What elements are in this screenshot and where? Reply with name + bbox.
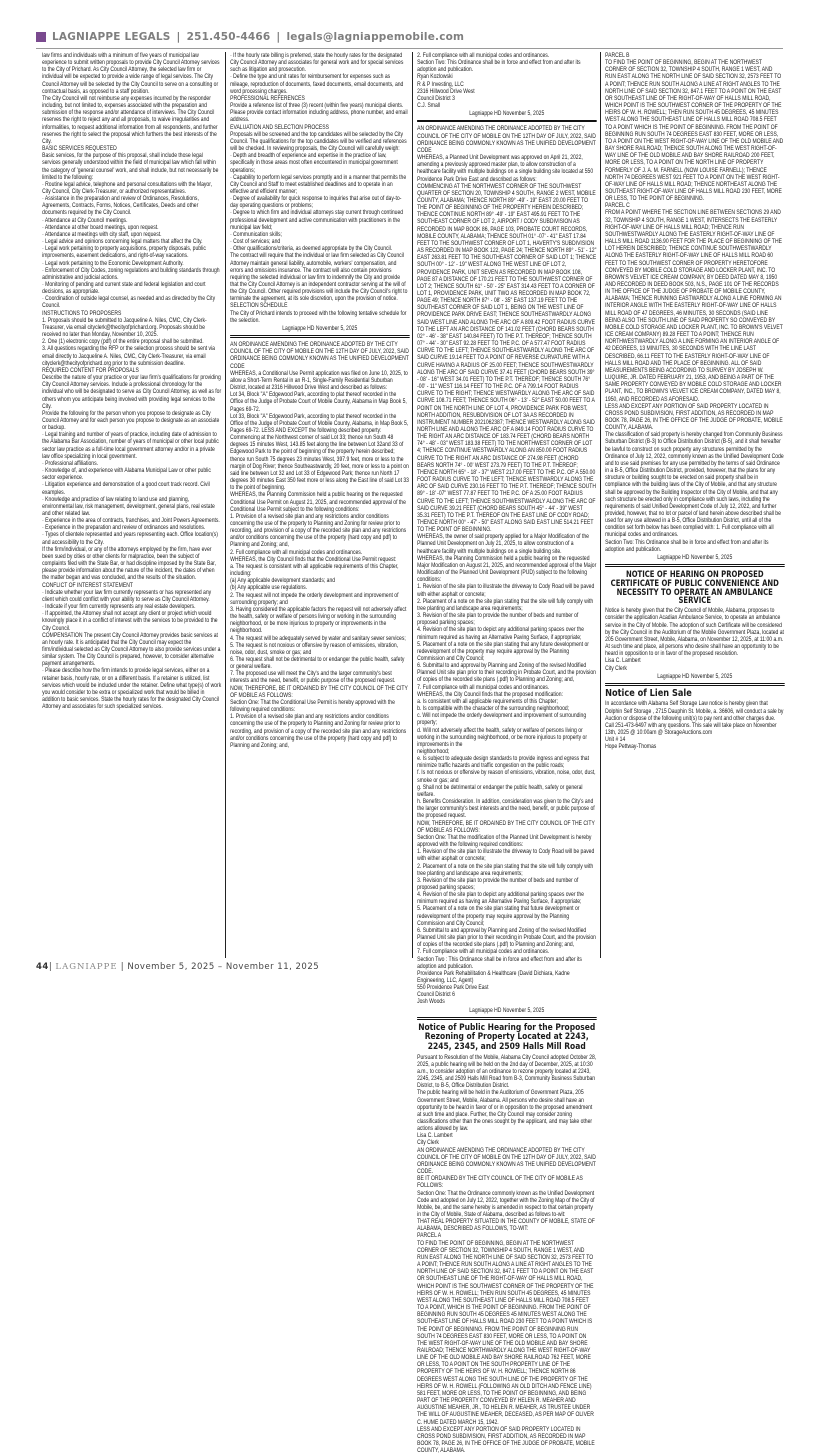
notice-paragraph: THAT REAL PROPERTY SITUATED IN THE COUNTY OF MOBILE, STATE OF ALABAMA, DESCRIBED AS FOLLOWS, TO-WIT:: [417, 1218, 595, 1233]
notice-heading: Notice of Lien Sale: [604, 687, 692, 699]
notice-paragraph: law firms and individuals with a minimum of five years of municipal law experience to submit written proposals to provide City Council Attorney services to the City of Prichard. As City Council Attorney, the selected law firm or individual will be expected to provide a wide range of legal services. The City Council Attorney will be selected by the City Council to serve on a consulting or contractual basis, as opposed to a staff position.: [42, 52, 220, 95]
notice-paragraph: · Knowledge of, and experience with Alabama Municipal Law or other public sector experience.: [42, 467, 211, 482]
notice-paragraph: 3. All questions regarding the RFP or the selection process should be sent via email directly to Jacqueline A. Niles, CMC, City Clerk-Treasurer, via email cityclerk@thecityofprichard.org prior to the submission deadline.: [42, 345, 215, 367]
notice-paragraph: 1. Provision of a revised site plan and any restrictions and/or conditions concerning the use of the property to Planning and Zoning for review prior to recording, and provision of a copy of the recorded site plan and any restrictions and/or conditions concerning the use of the property (hard copy and pdf) to Planning and Zoning; and,: [229, 713, 406, 749]
notice-paragraph: 1. Provision of a revised site plan and any restrictions and/or conditions concerning the use of the property to Planning and Zoning for review prior to recording, and provision of a copy of the recorded site plan and any restrictions and/or conditions concerning the use of the property (hard copy and pdf) to Planning and Zoning; and,: [229, 512, 406, 549]
notice-paragraph: City Clerk: [417, 1139, 439, 1147]
notice-paragraph: CONFLICT OF INTEREST STATEMENT: [42, 581, 133, 589]
notice-paragraph: COMMENCING AT THE NORTHWEST CORNER OF THE SOUTHWEST QUARTER OF SECTION 20, TOWNSHIP 4 SOUTH, RANGE 2 WEST, MOBILE COUNTY, ALABAMA; THENCE NORTH 89° -49' - 19" EAST 20.00 FEET TO THE POINT OF BEGINNING OF THE PROPERTY HEREIN DESCRIBED; THENCE CONTINUE NORTH 89° -49' - 19" EAST 495.91 FEET TO THE SOUTHEAST CORNER OF LOT 2, AIRPORT / CODY SUBDIVISION AS RECORDED IN MAP BOOK 86, PAGE 103, PROBATE COURT RECORDS, MOBILE COUNTY, ALABAMA; THENCE SOUTH 01° -07' - 41" EAST 17.84 FEET TO THE SOUTHWEST CORNER OF LOT 1, HAVERTY'S SUBDIVISION AS RECORDED IN MAP BOOK 122, PAGE 24; THENCE NORTH 89° - 51' - 12" EAST 263.81 FEET TO THE SOUTHEAST CORNER OF SAID LOT 1; THENCE SOUTH 00° - 12' - 19" WEST ALONG THE WEST LINE OF LOT 2, PROVIDENCE PARK, UNIT SEVEN AS RECORDED IN MAP BOOK 108, PAGE 87 A DISTANCE OF 170.21 FEET TO THE SOUTHWEST CORNER OF LOT 2; THENCE SOUTH 61° - 50' - 25" EAST 314.43 FEET TO A CORNER OF LOT 1, PROVIDENCE PARK, UNIT TWO AS RECORDED IN MAP BOOK 72, PAGE 49; THENCE NORTH 87° - 08' - 35" EAST 137.19 FEET TO THE SOUTHEAST CORNER OF SAID LOT 1, BEING ON THE WEST LINE OF PROVIDENCE PARK DRIVE EAST; THENCE SOUTHEASTWARDLY ALONG SAID WEST LINE AND ALONG THE ARC OF A 809.42 FOOT RADIUS CURVE TO THE LEFT AN ARC DISTANCE OF 141.02 FEET (CHORD BEARS SOUTH 02° - 46' - 38" EAST 140.84 FEET) TO THE P.T. THEREOF; THENCE SOUTH 07° - 44' - 30" EAST 92.28 FEET TO THE P.C. OF A 577.47 FOOT RADIUS CURVE TO THE LEFT; THENCE SOUTHEASTWARDLY ALONG THE ARC OF SAID CURVE 19.14 FEET TO A POINT OF REVERSE CURVATURE WITH A CURVE HAVING A RADIUS OF 25.00 FEET; THENCE SOUTHWESTWARDLY ALONG THE ARC OF SAID CURVE 37.41 FEET (CHORD BEARS SOUTH 39° - 08' - 16" WEST 34.01 FEET) TO THE P.T. THEREOF; THENCE SOUTH 76° -00' - 11" WEST 116.14 FEET TO THE P.C. OF A 799.14 FOOT RADIUS CURVE TO THE RIGHT; THENCE WESTWARDLY ALONG THE ARC OF SAID CURVE 108.71 FEET; THENCE SOUTH 06° - 13' - 52" EAST 50.00 FEET TO A POINT ON THE NORTH LINE OF LOT 4, PROVIDENCE PARK FOB WEST, NORTH ADDITION, RESUBDIVISION OF LOT 3A AS RECORDED IN INSTRUMENT NUMBER 2021062387; THENCE WESTWARDLY ALONG SAID NORTH LINE AND ALONG THE ARC OF A 849.14 FOOT RADIUS CURVE TO THE RIGHT AN ARC DISTANCE OF 183.74 FEET (CHORD BEARS NORTH 74° - 48' - 03" WEST 183.38 FEET) TO THE NORTHWEST CORNER OF LOT 4; THENCE CONTINUE WESTWARDLY ALONG AN 850.00 FOOT RADIUS CURVE TO THE RIGHT AN ARC DISTANCE OF 274.98 FEET (CHORD BEARS NORTH 74° - 00' WEST 273.79 FEET) TO THE P.T. THEREOF; THENCE NORTH 65° - 18' - 37" WEST 217.00 FEET TO THE P.C. OF A 550.00 FOOT RADIUS CURVE TO THE LEFT; THENCE WESTWARDLY ALONG THE ARC OF SAID CURVE 230.16 FEET TO THE P.T. THEREOF; THENCE SOUTH 89° - 18' -07" WEST 77.87 FEET TO THE P.C. OF A 25.00 FOOT RADIUS CURVE TO THE LEFT; THENCE SOUTHWESTWARDLY ALONG THE ARC OF SAID CURVE 39.21 FEET (CHORD BEARS SOUTH 45° - 44' - 39" WEST 35.31 FEET) TO THE P.T. THEREOF ON THE EAST LINE OF CODY ROAD; THENCE NORTH 00° - 47' - 50" EAST ALONG SAID EAST LINE 514.21 FEET TO THE POINT OF BEGINNING.: [417, 182, 597, 534]
notice-paragraph: · Monitoring of pending and current state and federal legislation and court decisions, as appropriate.: [42, 281, 206, 296]
notice-paragraph: 1. Proposals should be submitted to Jacqueline A. Niles, CMC, City Clerk-Treasurer, via email cityclerk@thecityofprichard.org. Proposals should be received no later than Monday, November 10, 2025.: [42, 316, 207, 339]
notice-paragraph: REQUIRED CONTENT FOR PROPOSALS: [42, 366, 139, 374]
section-color-square-icon: [36, 32, 46, 42]
notice-paragraph: Council District 3: [417, 94, 455, 102]
notice-paragraph: 3. Revision of the site plan to provide the number of beds and number of proposed parking spaces;: [417, 612, 579, 627]
notice-paragraph: d. Will not adversely affect the health, safety or welfare of persons living or working in the surrounding neighborhood, or be more injurious to property or improvements in the: [417, 726, 588, 748]
notice-paragraph: WHEREAS, a Conditional Use Permit application was filed on June 10, 2025, to allow a Short-Term Rental in an R-1, Single-Family Residential Suburban District, located at 2316 Hillwood Drive West and described as follows:: [229, 369, 408, 392]
notice-paragraph: LESS AND EXCEPT ANY PORTION OF SAID PROPERTY LOCATED IN CROSS POND SUBDIVISION, FIRST ADDITION, AS RECORDED IN MAP BOOK 78, PAGE 26, IN THE OFFICE OF THE JUDGE OF PROBATE, MOBILE COUNTY, ALABAMA.: [417, 1425, 595, 1454]
notice-paragraph: R & P Investing, LLC: [417, 80, 464, 88]
notice-paragraph: BE IT ORDAINED BY THE CITY COUNCIL OF THE CITY OF MOBILE AS FOLLOWS:: [417, 1175, 583, 1190]
notice-paragraph: Hope Pettway-Thomas: [604, 743, 656, 751]
issue-date-range: November 5, 2025 – November 11, 2025: [127, 962, 320, 972]
header-divider: [36, 48, 783, 49]
notice-paragraph: The public hearing will be held in the Auditorium of Government Plaza, 205 Government Street, Mobile, Alabama. All persons who desire shall have an opportunity to be heard in favor of or in opposition to the proposed amendment at such time and place. Further, the City Council may consider zoning classifications other than the ones sought by the applicant, and may take other actions allowed by law.: [417, 1089, 593, 1133]
notice-divider: [417, 120, 596, 122]
notice-divider: [605, 564, 784, 567]
notice-paragraph: Provide the following for the person whom you propose to designate as City Council Attorney and for each person you propose to designate as an associate or backup.: [42, 409, 220, 432]
notice-paragraph: PARCEL A: [417, 1232, 442, 1240]
notice-paragraph: Pursuant to Resolution of the Mobile, Alabama City Council adopted October 28, 2025, a public hearing will be held on the 2nd day of December, 2025, at 10:30 a.m., to consider adoption of an ordinance to rezone property located at 2243, 2245, 2345, and 2509 Halls Mill Road from B-3, Community Business Suburban District, to B-5, Office Distribution District.: [417, 1053, 597, 1090]
notice-paragraph: · Legal work pertaining to the Economic Development Authority.: [42, 259, 184, 267]
notice-paragraph: TO FIND THE POINT OF BEGINNING, BEGIN AT THE NORTHWEST CORNER OF SECTION 32, TOWNSHIP 4 SOUTH, RANGE 1 WEST, AND RUN EAST ALONG THE NORTH LINE OF SAID SECTION 32, 2573 FEET TO A POINT; THENCE RUN SOUTH ALONG A LINE AT RIGHT ANGLES TO THE NORTH LINE OF SAID SECTION 32, 847.1 FEET TO A POINT ON THE EAST OR SOUTHEAST LINE OF THE RIGHT-OF-WAY OF HALLS MILL ROAD, WHICH POINT IS THE SOUTHWEST CORNER OF THE PROPERTY OF THE HEIRS OF W. H. ROWELL; THEN RUN SOUTH 45 DEGREES, 45 MINUTES WEST ALONG THE SOUTHEAST LINE OF HALLS MILL ROAD 708.5 FEET TO A POINT WHICH IS THE POINT OF BEGINNING. FROM THE POINT OF BEGINNING RUN SOUTH 74 DEGREES EAST 830 FEET, MORE OR LESS, TO A POINT ON THE WEST RIGHT-OF-WAY LINE OF THE OLD MOBILE AND BAY SHORE RAILROAD; THENCE SOUTH ALONG THE WEST RIGHT-OF-WAY LINE OF THE OLD MOBILE AND BAY SHORE RAILROAD 200 FEET, MORE OR LESS, TO A POINT ON THE NORTH LINE OF PROPERTY FORMERLY OF J. A. M. FARNELL (NOW LOUISE FARNELL); THENCE NORTH 74 DEGREES WEST 921 FEET TO A POINT ON THE WEST RIGHT-OF-WAY LINE OF HALLS MILL ROAD; THENCE NORTHEAST ALONG THE SOUTHEAST RIGHT-OF-WAY LINE OF HALLS MILL ROAD 230 FEET, MORE OR LESS, TO THE POINT OF BEGINNING.: [604, 59, 783, 203]
notice-paragraph: · Types of clientele represented and years representing each. Office location(s) and accessibility to the City.: [42, 531, 218, 546]
notice-paragraph: INSTRUCTIONS TO PROPOSERS: [42, 309, 122, 317]
header-email[interactable]: legals@lagniappemobile.com: [286, 31, 465, 43]
notice-paragraph: FROM A POINT WHERE THE SECTION LINE BETWEEN SECTIONS 29 AND 32, TOWNSHIP 4 SOUTH, RANGE 1 WEST, INTERSECTS THE EASTERLY RIGHT-OF-WAY LINE OF HALLS MILL ROAD; THENCE RUN SOUTHWESTWARDLY ALONG THE EASTERLY RIGHT-OF-WAY LINE OF HALLS MILL ROAD 1136.90 FEET FOR THE PLACE OF BEGINNING OF THE LOT HEREIN DESCRIBED; THENCE CONTINUE SOUTHWESTWARDLY ALONG THE EASTERLY RIGHT-OF-WAY LINE OF HALLS MILL ROAD 60 FEET TO THE SOUTHWEST CORNER OF PROPERTY HERETOFORE CONVEYED BY MOBILE COLD STORAGE AND LOCKER PLANT, INC. TO BROWN'S VELVET ICE CREAM COMPANY, BY DEED DATED MAY 8, 1950 AND RECORDED IN DEED BOOK 503, N.S., PAGE 101 OF THE RECORDS IN THE OFFICE OF THE JUDGE OF PROBATE OF MOBILE COUNTY, ALABAMA; THENCE RUNNING EASTWARDLY ALONG A LINE FORMING AN INTERIOR ANGLE WITH THE EASTERLY RIGHT-OF-WAY LINE OF HALLS MILL ROAD OF 47 DEGREES, 46 MINUTES, 30 SECONDS (SAID LINE BEING ALSO THE SOUTH LINE OF SAID PROPERTY SO CONVEYED BY MOBILE COLD STORAGE AND LOCKER PLANT, INC. TO BROWN'S VELVET ICE CREAM COMPANY) 89.28 FEET TO A POINT; THENCE RUN NORTHWESTWARDLY ALONG A LINE FORMING AN INTERIOR ANGLE OF 42 DEGREES, 13 MINUTES, 30 SECONDS WITH THE LINE LAST DESCRIBED, 66.11 FEET TO THE EASTERLY RIGHT-OF-WAY LINE OF HALLS MILL ROAD AND THE PLACE OF BEGINNING. ALL OF SAID MEASUREMENTS BEING ACCORDING TO SURVEY BY JOSEPH W. LUQUIRE, JR. DATED FEBRUARY 21, 1953, AND BEING A PART OF THE SAME PROPERTY CONVEYED BY MOBILE COLD STORAGE AND LOCKER PLANT, INC., TO BROWN'S VELVET ICE CREAM COMPANY, DATED MAY 8, 1950, AND RECORDED AS AFORESAID.: [604, 209, 783, 403]
notice-paragraph: Council District 6: [417, 991, 455, 999]
notice-paragraph: NOW, THEREFORE, BE IT ORDAINED BY THE CITY COUNCIL OF THE CITY OF MOBILE AS FOLLOWS:: [229, 684, 408, 699]
notice-paragraph: 7. The proposed use will meet the City's and the larger community's best interests and the need, benefit, or public purpose of the proposed request.: [229, 670, 395, 685]
notice-paragraph: Section One: That the Conditional Use Permit is hereby approved with the following required conditions:: [229, 698, 395, 714]
column-4: [601, 52, 789, 958]
notice-paragraph: e. Is subject to adequate design standards to provide ingress and egress that minimize traffic hazards and traffic congestion on the public roads;: [417, 755, 589, 770]
notice-paragraph: Unit # 14: [604, 736, 625, 744]
notice-paragraph: Provide a reference list of three (3) recent (within five years) municipal clients. Please provide contact information including address, phone number, and email address.: [229, 102, 408, 124]
notice-paragraph: f. Is not noxious or offensive by reason of emissions, vibration, noise, odor, dust, smoke or gas; and: [417, 769, 596, 784]
notice-paragraph: neighborhood;: [417, 748, 450, 755]
notice-paragraph: WHEREAS, the Planning Commission held a public hearing on the requested Major Modification on August 21, 2025, and recommended approval of the Major Modification of the Planned Unit Development (PUD) subject to the following conditions:: [417, 554, 597, 584]
notice-paragraph: · If the hourly rate billing is preferred, state the hourly rates for the designated City Council Attorney and associates for general work and for special services such as litigation and prosecution.: [229, 52, 403, 74]
notice-paragraph: Basic services, for the purpose of this proposal, shall include those legal services generally understood within the field of municipal law which fall within the category of 'general counsel' work, and shall include, but not necessarily be limited to the following:: [42, 152, 219, 181]
notice-paragraph: Lot 34, Block "A" Edgewood Park, according to plat thereof recorded in the Office of the Judge of Probate Court of Mobile County, Alabama in Map Book 5, Pages 69-72.: [229, 391, 407, 413]
column-2: [226, 52, 414, 958]
notice-paragraph: Section Two : This Ordinance shall be in force and effect from and after its adoption and publication.: [417, 955, 582, 970]
notice-paragraph: · Attendance at City Council meetings.: [42, 216, 128, 224]
notice-paragraph: 3. Having considered the applicable factors the request will not adversely affect the health, safety or welfare of persons living or working in the surrounding neighborhood, or be more injurious to property or improvements in the neighborhood.: [229, 605, 406, 635]
notice-heading: NOTICE OF HEARING ON PROPOSED CERTIFICATE OF PUBLIC CONVENIENCE AND NECESSITY TO OPERATE AN AMBULANCE SERVICE: [610, 569, 779, 606]
notice-paragraph: · Capability to perform legal services promptly and in a manner that permits the City Council and Staff to meet established deadlines and to operate in an effective and efficient manner;: [229, 173, 406, 195]
notice-paragraph: 2. One (1) electronic copy (pdf) of the entire proposal shall be submitted.: [42, 338, 204, 346]
notice-paragraph: LESS AND EXCEPT ANY PORTION OF SAID PROPERTY LOCATED IN CROSS POND SUBDIVISION, FIRST ADDITION, AS RECORDED IN MAP BOOK 78, PAGE 26, IN THE OFFICE OF THE JUDGE OF PROBATE, MOBILE COUNTY, ALABAMA.: [604, 402, 783, 432]
notice-paragraph: 1. Revision of the site plan to illustrate the driveway to Cody Road will be paved with either asphalt or concrete;: [417, 848, 595, 863]
notice-paragraph: Ryan Kozlowski: [417, 73, 453, 81]
notice-paragraph: If the firm/individual, or any of the attorneys employed by the firm, have ever been sued by cities or other clients for malpractice, been the subject of complaints filed with the State Bar, or had discipline imposed by the State Bar, please provide information about the nature of the incident, the dates of when the matter began and was concluded, and the results of the situation.: [42, 545, 216, 582]
notice-paragraph: 2. The request will not impede the orderly development and improvement of surrounding property; and: [229, 591, 399, 606]
notice-paragraph: · Litigation experience and demonstration of a good court track record. Civil examples.: [42, 481, 210, 496]
notice-paragraph: WHEREAS, the Planning Commission held a public hearing on the requested Conditional Use Permit on August 21, 2025, and recommended approval of the Conditional Use Permit subject to the following conditions:: [229, 491, 406, 513]
page-number: 44: [36, 962, 49, 972]
notice-paragraph: g. Shall not be detrimental or endanger the public health, safety or general welfare.: [417, 783, 583, 798]
publication-signature: Lagniappe HD November 5, 2025: [656, 672, 732, 680]
page-footer: 44| LAGNIAPPE | November 5, 2025 – November 11, 2025: [36, 962, 320, 972]
notice-paragraph: WHEREAS, a Planned Unit Development was approved on April 21, 2022, amending a previously approved master plan, to allow construction of a healthcare facility with multiple buildings on a single building site located at 550 Providence Park Drive East and described as follows:: [417, 154, 594, 183]
notice-paragraph: Providence Park Rehabilitation & Healthcare (David Dichiara, Kadne Engineering, LLC, Agent): [417, 969, 570, 984]
notice-paragraph: · Experience in the preparation and review of ordinances and resolutions.: [42, 524, 206, 532]
notice-paragraph: 5. Placement of a note on the site plan stating that future development or redevelopment of the property may require approval by the Planning Commission and City Council;: [417, 905, 580, 927]
notice-paragraph: · Define the type and unit rates for reimbursement for expenses such as mileage, reproduction of documents, faxed documents, email documents, and word processing charges.: [229, 73, 403, 95]
notice-paragraph: City Clerk: [604, 664, 627, 672]
notice-divider: [417, 1017, 596, 1020]
notice-paragraph: TO FIND THE POINT OF BEGINNING, BEGIN AT THE NORTHWEST CORNER OF SECTION 32, TOWNSHIP 4 SOUTH, RANGE 1 WEST, AND RUN EAST ALONG THE NORTH LINE OF SAID SECTION 32, 2573 FEET TO A POINT; THENCE RUN SOUTH ALONG A LINE AT RIGHT ANGLES TO THE NORTH LINE OF SAID SECTION 32, 847.1 FEET TO A POINT ON THE EAST OR SOUTHEAST LINE OF THE RIGHT-OF-WAY OF HALLS MILL ROAD, WHICH POINT IS THE SOUTHWEST CORNER OF THE PROPERTY OF THE HEIRS OF W. H. ROWELL; THEN RUN SOUTH 45 DEGREES, 45 MINUTES WEST ALONG THE SOUTHEAST LINE OF HALLS MILL ROAD 708.5 FEET TO A POINT, WHICH IS THE POINT OF BEGINNING. FROM THE POINT OF BEGINNING RUN SOUTH 45 DEGREES 45 MINUTES WEST ALONG THE SOUTHEAST LINE OF HALLS MILL ROAD 230 FEET TO A POINT WHICH IS THE POINT OF BEGINNING. FROM THE POINT OF BEGINNING RUN SOUTH 74 DEGREES EAST 830 FEET, MORE OR LESS, TO A POINT ON THE WEST RIGHT-OF-WAY LINE OF THE OLD MOBILE AND BAY SHORE RAILROAD; THENCE NORTHWARDLY ALONG THE WEST RIGHT-OF-WAY LINE OF THE OLD MOBILE AND BAY SHORE RAILROAD 762 FEET, MORE OR LESS, TO A POINT ON THE SOUTH PROPERTY LINE OF THE PROPERTY OF THE HEIRS OF W. H. ROWELL; THENCE NORTH 86 DEGREES WEST ALONG THE SOUTH LINE OF THE PROPERTY OF THE HEIRS OF W. H. ROWELL (FOLLOWING AN OLD DITCH AND FENCE LINE) 581 FEET, MORE OR LESS, TO THE POINT OF BEGINNING, AND BEING PART OF THE PROPERTY CONVEYED BY HELEN R. MEAHER AND AUGUSTINE MEAHER, JR., TO HELEN R. MEAHER, AS TRUSTEE UNDER THE WILL OF AUGUSTINE MEAHER, DECEASED, AS PER MAP OF OLIVER C. HUME DATED MARCH 15, 1942.: [417, 1239, 594, 1426]
notice-paragraph: Lisa C. Lambert: [604, 657, 641, 665]
column-3: [413, 52, 601, 1454]
notice-paragraph: WHEREAS, the City Council finds that the Conditional Use Permit request:: [229, 555, 396, 563]
notice-paragraph: · Legal advice and opinions concerning legal matters that affect the City.: [42, 238, 203, 246]
notice-paragraph: 5. The request is not noxious or offensive by reason of emissions, vibration, noise, odor, dust, smoke or gas; and: [229, 641, 398, 656]
publication-signature: Lagniappe HD November 5, 2025: [469, 1006, 545, 1014]
notice-paragraph: b. Is compatible with the character of the surrounding neighborhood;: [417, 705, 570, 713]
notice-paragraph: COMPENSATION The present City Council Attorney provides basic services at an hourly rate. It is anticipated that the City Council may expect the firm/individual selected as City Council Attorney to also provide services under a similar system. The City Council is prepared, however, to consider alternative payment arrangements.: [42, 631, 221, 668]
notice-paragraph: · Degree to which firm and individual attorneys stay current through continued professional development and active communication with practitioners in the municipal law field;: [229, 209, 403, 231]
publication-signature: Lagniappe HD November 5, 2025: [469, 110, 545, 118]
notice-paragraph: · Enforcement of City Codes, zoning regulations and building standards through administrative and judicial actions.: [42, 266, 220, 281]
notice-paragraph: AN ORDINANCE AMENDING THE ORDINANCE ADOPTED BY THE CITY COUNCIL OF THE CITY OF MOBILE ON THE 12TH DAY OF JULY, 2022, SAID ORDINANCE BEING COMMONLY KNOWN AS THE UNIFIED DEVELOPMENT CODE: [417, 125, 596, 154]
notice-paragraph: SELECTION SCHEDULE: [229, 302, 287, 310]
notice-paragraph: PARCEL C: [604, 202, 630, 210]
notice-paragraph: a. Is consistent with all applicable requirements of this Chapter;: [417, 697, 558, 705]
notice-paragraph: 2. Placement of a note on the site plan stating that the site will fully comply with tree planting and landscape area requirements;: [417, 862, 594, 877]
notice-paragraph: 6. Submittal to and approval by Planning and Zoning of the revised Modified Planned Unit site plan prior to their recording in Probate Court, and the provision of copies of the recorded site plans (.pdf) to Planning and Zoning; and,: [417, 662, 596, 684]
notice-paragraph: · Please describe how the firm intends to provide legal services, either on a retainer basis, hourly rate, or on a different basis. If a retainer is utilized, list services which would be included under the retainer. Define what type(s) of work you would consider to be extra or specialized work that would be billed in addition to basic services. State the hourly rates for the designated City Council Attorney and associates for such specialized services.: [42, 667, 222, 711]
notice-paragraph: 2. Full compliance with all municipal codes and ordinances.: [417, 52, 550, 59]
notice-paragraph: EVALUATION AND SELECTION PROCESS: [229, 123, 329, 131]
column-1: [38, 52, 226, 958]
notice-paragraph: 550 Providence Park Drive East: [417, 984, 489, 992]
notice-paragraph: C.J. Small: [417, 102, 441, 110]
notice-paragraph: 6. Submittal to and approval by Planning and Zoning of the revised Modified Planned Unit site plan prior to their recording in Probate Court, and the provision of copies of the recorded site plans (.pdf) to Planning and Zoning; and,: [417, 926, 596, 949]
header-separator: |: [276, 31, 281, 43]
notice-paragraph: (a) Any applicable development standards; and: [229, 577, 335, 585]
notice-paragraph: In accordance with Alabama Self Storage Law notice is hereby given that Dolphin Self Storage , 2715 Dauphin St. Mobile, a. 36606, will conduct a sale by Auction or dispose of the following unit(s) to pay rent and other charges due. Call 251-473-6497 with any questions. This sale will take place on November 13th, 2025 @ 10:00am @ StorageAuctions.com: [604, 700, 783, 737]
notice-divider: [230, 335, 409, 338]
header-phone: 251.450-4466: [186, 31, 271, 43]
notice-paragraph: The contract will require that the individual or law firm selected as City Council Attorney maintain general liability, automobile, workers' compensation, and errors and omissions insurance. The contract will also contain provisions requiring the selected individual or law firm to indemnify the City and provide that the City Council Attorney is an independent contractor serving at the will of the City Council. Other required provisions will include the City Council's right to terminate the agreement, at its sole discretion, upon the provision of notice.: [229, 252, 407, 303]
notice-paragraph: (b) Any applicable use regulations.: [229, 584, 307, 592]
notice-paragraph: · Legal work pertaining to property acquisitions, property disposals, public improvements, easement dedications, and right-of-way vacations.: [42, 245, 206, 260]
notice-paragraph: 7. Full compliance with all municipal codes and ordinances.: [417, 683, 550, 691]
notice-paragraph: · If appointed, the Attorney shall not accept any client or project which would knowingly place it in a conflict of interest with the services to be provided to the City Council.: [42, 610, 218, 632]
notice-paragraph: · Depth and breadth of experience and expertise in the practice of law, specifically in those areas most often encountered in municipal government operations;: [229, 152, 398, 174]
notice-paragraph: Notice is hereby given that the City Council of Mobile, Alabama, proposes to consider the application Acadian Ambulance Service, to operate an ambulance service in the City of Mobile. The adoption of such Certificate will be considered by the City Council in the Auditorium of the Mobile Government Plaza, located at 205 Government Street, Mobile, Alabama, on November 12, 2025, at 11:00 a.m. At such time and place, all persons who desire shall have an opportunity to be heard in opposition to or in favor of the proposed resolution.: [604, 607, 784, 658]
notice-paragraph: · Legal training and number of years of practice, including date of admission to the Alabama Bar Association, number of years of municipal or other local public sector law practice as a full-time local government attorney and/or in a private law office specializing in local government.: [42, 431, 219, 460]
notice-paragraph: · Indicate if your firm currently represents any real estate developers.: [42, 603, 196, 611]
notice-paragraph: WHEREAS, the City Council finds that the proposed modification:: [417, 690, 563, 698]
notice-paragraph: · Routine legal advice, telephone and personal consultations with the Mayor, City Council, City Clerk-Treasurer, or authorized representatives.: [42, 180, 213, 195]
section-title: LAGNIAPPE LEGALS: [52, 31, 171, 43]
notice-paragraph: 3. Revision of the site plan to provide the number of beds and number of proposed parking spaces;: [417, 876, 579, 891]
notice-paragraph: 4. Revision of the site plan to depict any additional parking spaces over the minimum required as having an Alternative Paving Surface, if appropriate;: [417, 626, 584, 641]
notice-paragraph: 7. Full compliance with all municipal codes and ordinances.: [417, 948, 550, 956]
notice-paragraph: The City Council will not reimburse any expenses incurred by the responder including, but not limited to, expenses associated with the preparation and submission of the response and/or attendance of interviews. The City Council reserves the right to reject any and all proposals, to waive irregularities and informalities, to request additional information from all respondents, and further reserves the right to select the proposal which furthers the best interests of the City.: [42, 94, 218, 145]
publication-signature: Lagniappe HD November 5, 2025: [281, 324, 357, 332]
notice-paragraph: Section Two: This Ordinance shall be in force and effect from and after its adoption and publication.: [417, 59, 581, 74]
publication-signature: Lagniappe HD November 5, 2025: [656, 553, 732, 561]
notice-paragraph: · Coordination of outside legal counsel, as needed and as directed by the City Council.: [42, 295, 216, 310]
publication-name: LAGNIAPPE: [55, 962, 118, 972]
notice-paragraph: · Knowledge and practice of law relating to land use and planning, environmental law, risk management, development, general plans, real estate and other related law.: [42, 495, 215, 517]
notice-paragraph: 5. Placement of a note on the site plan stating that any future development or redevelopment of the property may require approval by the Planning Commission and City Council;: [417, 640, 589, 662]
notice-paragraph: AN ORDINANCE AMENDING THE ORDINANCE ADOPTED BY THE CITY COUNCIL OF THE CITY OF MOBILE ON THE 12TH DAY OF JULY, 2022, SAID ORDINANCE BEING COMMONLY KNOWN AS THE UNIFIED DEVELOPMENT CODE: [229, 341, 409, 370]
notice-paragraph: AN ORDINANCE AMENDING THE ORDINANCE ADOPTED BY THE CITY COUNCIL OF THE CITY OF MOBILE ON THE 12TH DAY OF JULY, 2022, SAID ORDINANCE BEING COMMONLY KNOWN AS THE UNIFIED DEVELOPMENT CODE.: [417, 1146, 596, 1176]
notice-paragraph: 4. Revision of the site plan to depict any additional parking spaces over the minimum required as having an Alternative Paving Surface, if appropriate;: [417, 891, 584, 906]
notice-paragraph: · Degree of availability for quick response to inquiries that arise out of day-to-day operating questions or problems;: [229, 195, 401, 210]
notice-paragraph: PROFESSIONAL REFERENCES: [229, 94, 305, 102]
notice-paragraph: The City of Prichard intends to proceed with the following tentative schedule for the selection.: [229, 309, 406, 324]
notice-paragraph: · Cost of services; and: [229, 238, 280, 246]
notice-paragraph: 2. Full compliance with all municipal codes and ordinances.: [229, 548, 362, 556]
notice-paragraph: · Other qualifications/criteria, as deemed appropriate by the City Council.: [229, 245, 392, 253]
notice-paragraph: Lot 33, Block "A" Edgewood Park, according to plat thereof recorded in the Office of the Judge of Probate Court of Mobile County, Alabama, in Map Book 5, Pages 69-72. LESS AND EXCEPT the following described property: Commencing at the Northwest corner of said Lot 33; thence run South 48 degrees 15 minutes West, 143.85 feet along the line between Lot 32and 33 of Edgewood Park to the point of beginning of the property herein described; thence run South 75 degrees 23 minutes West, 397.9 feet, more or less to the margin of Dog River; thence Southeastwardly, 20 feet, more or less to a point on said line between Lot 32 and Lot 33 of Edgewood Park; thence run North 17 degrees 30 minutes East 350 feet more or less along the East line of said Lot 33 to the point of beginning.: [229, 412, 409, 492]
notice-paragraph: c. Will not impede the orderly development and improvement of surrounding property;: [417, 712, 587, 727]
notice-paragraph: 4. The request will be adequately served by water and sanitary sewer services;: [229, 634, 406, 642]
notice-paragraph: Proposals will be screened and the top candidates will be selected by the City Council. The qualifications for the top candidates will be verified and references will be checked. In reviewing proposals, the City Council will carefully weigh:: [229, 130, 407, 153]
notice-paragraph: Section One: That the Ordinance commonly known as the Unified Development Code and adopted on July 12, 2022, together with the Zoning Map of the City of Mobile, be, and the same hereby is amended in respect to that certain property in the City of Mobile, State of Alabama, described as follows to-wit:: [417, 1189, 595, 1218]
notice-paragraph: NOW, THEREFORE, BE IT ORDAINED BY THE CITY COUNCIL OF THE CITY OF MOBILE AS FOLLOWS:: [417, 819, 595, 834]
notice-paragraph: The classification of said property is hereby changed from Community Business Suburban District (B-3) to Office Distribution District (B-5), and it shall hereafter be lawful to construct on such property any structures permitted by the Ordinance of July 12, 2022, commonly known as the Unified Development Code and to use said premises for any use permitted by the terms of said Ordinance in a B-5, Office Distribution District, provided, however, that the plans for any structure or building sought to be erected on said property shall be in compliance with the building laws of the City of Mobile, and that any structure shall be approved by the Building Inspector of the City of Mobile, and that any such structure be erected only in compliance with such laws, including the requirements of said Unified Development Code of July 12, 2022, and further provided, however, that no lot or parcel of land herein above described shall be used for any use allowed in a B-5, Office Distribution District, until all of the condition set forth below has been complied with: 1. Full compliance with all municipal codes and ordinances.: [604, 431, 784, 539]
notice-paragraph: · Professional affiliations.: [42, 459, 98, 467]
notice-heading: Notice of Public Hearing for the Proposed Rezoning of Property Located at 2243, 2245, 2345, and 2509 Halls Mill Road: [418, 1021, 596, 1052]
notice-paragraph: PARCEL B: [604, 52, 629, 59]
notice-paragraph: · Communication skills;: [229, 230, 282, 238]
notice-divider: [605, 683, 784, 686]
notice-paragraph: Describe the nature of your practice or your law firm's qualifications for providing City Council Attorney services. Include a professional chronology for the individual who will be designated to serve as City Council Attorney, as well as for others whom you anticipate being involved with providing legal services to the City.: [42, 374, 222, 410]
page-header: [36, 29, 464, 45]
notice-paragraph: 6. The request shall not be detrimental to or endanger the public health, safety or general welfare.: [229, 655, 404, 671]
notice-paragraph: · Assistance in the preparation and review of Ordinances, Resolutions, Agreements, Contracts, Forms, Notices, Certificates, Deeds and other documents required by the City Council.: [42, 195, 199, 217]
notice-paragraph: BASIC SERVICES REQUESTED: [42, 145, 117, 153]
notice-paragraph: · Experience in the area of contracts, franchises, and Joint Powers Agreements.: [42, 517, 220, 525]
notice-paragraph: 2316 Hillwood Drive West: [417, 87, 475, 95]
notice-paragraph: Section Two: This Ordinance shall be in force and effect from and after its adoption and publication.: [604, 538, 769, 553]
notice-paragraph: Josh Woods: [417, 998, 445, 1006]
notice-paragraph: h. Benefits Consideration. In addition, consideration was given to the City's and the larger community's best interests and the need, benefit, or public purpose of the proposed request.: [417, 798, 595, 820]
header-separator: |: [176, 31, 181, 43]
notice-paragraph: Section One: That the modification of the Planned Unit Development is hereby approved with the following required conditions:: [417, 833, 592, 849]
notice-paragraph: 2. Placement of a note on the site plan stating that the site will fully comply with tree planting and landscape area requirements;: [417, 597, 594, 612]
notice-paragraph: a. The request is consistent with all applicable requirements of this Chapter, including:: [229, 562, 399, 578]
notice-paragraph: 1. Revision of the site plan to illustrate the driveway to Cody Road will be paved with either asphalt or concrete;: [417, 583, 595, 598]
notice-paragraph: Lisa C. Lambert: [417, 1132, 453, 1140]
notice-paragraph: · Indicate whether your law firm currently represents or has represented any client which could conflict with your ability to serve as City Council Attorney.: [42, 588, 212, 603]
notice-paragraph: · Attendance at meetings with city staff, upon request.: [42, 230, 162, 238]
notice-paragraph: WHEREAS, the owner of said property applied for a Major Modification of the Planned Unit Development on July 21, 2025, to allow construction of a healthcare facility with multiple buildings on a single building site.: [417, 533, 589, 555]
notice-paragraph: · Attendance at other board meetings, upon request.: [42, 223, 159, 231]
